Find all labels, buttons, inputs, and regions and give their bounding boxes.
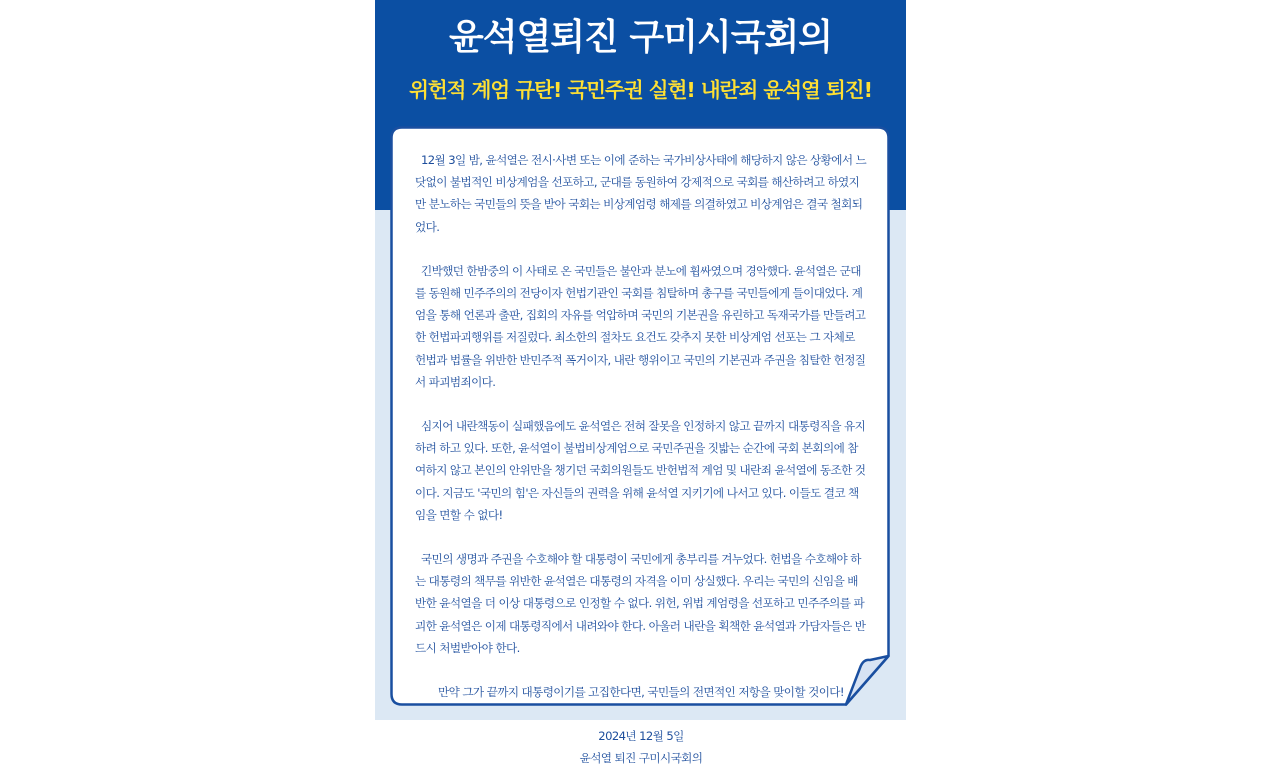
poster-title: 윤석열퇴진 구미시국회의 xyxy=(448,17,833,58)
statement-paragraph-2: 긴박했던 한밤중의 이 사태로 온 국민들은 불안과 분노에 휩싸였으며 경악했다. 윤석열은 군대를 동원해 민주주의의 전당이자 헌법기관인 국회를 침탈하며 총구를 국민들에게 들이대었다. 계엄을 통해 언론과 출판, 집회의 자유를 억압하며 국민의 기본권을 유린하고 독재국가를 만들려고 한 헌법파괴행위를 저질렀다. 최소한의 절차도 요건도 갖추지 못한 비상계엄 선포는 그 자체로 헌법과 법률을 위반한 반민주적 폭거이자, 내란 행위이고 국민의 기본권과 주권을 침탈한 헌정질서 파괴범죄이다. xyxy=(415,263,866,389)
statement-paragraph-4: 국민의 생명과 주권을 수호해야 할 대통령이 국민에게 총부리를 겨누었다. 헌법을 수호해야 하는 대통령의 책무를 위반한 윤석열은 대통령의 자격을 이미 상실했다. 우리는 국민의 신임을 배반한 윤석열을 더 이상 대통령으로 인정할 수 없다. 위헌, 위법 계엄령을 선포하고 민주주의를 파괴한 윤석열은 이제 대통령직에서 내려와야 한다. 아울러 내란을 획책한 윤석열과 가담자들은 반드시 처벌받아야 한다. xyxy=(415,552,866,655)
statement-paragraph-3: 심지어 내란책동이 실패했음에도 윤석열은 전혀 잘못을 인정하지 않고 끝까지 대통령직을 유지하려 하고 있다. 또한, 윤석열이 불법비상계엄으로 국민주권을 짓밟는 순간에 국회 본회의에 참여하지 않고 본인의 안위만을 챙기던 국회의원들도 반헌법적 계엄 및 내란죄 윤석열에 동조한 것이다. 지금도 '국민의 힘'은 자신들의 권력을 위해 윤석열 지키기에 나서고 있다. 이들도 결코 책임을 면할 수 없다! xyxy=(415,419,866,522)
statement-poster xyxy=(375,0,906,766)
statement-signature: 윤석열 퇴진 구미시국회의 xyxy=(579,751,703,766)
statement-closing: 만약 그가 끝까지 대통령이기를 고집한다면, 국민들의 전면적인 저항을 맞이할 것이다! xyxy=(438,685,844,700)
statement-card xyxy=(390,126,890,766)
statement-paragraph-1: 12월 3일 밤, 윤석열은 전시·사변 또는 이에 준하는 국가비상사태에 해당하지 않은 상황에서 느닷없이 불법적인 비상계엄을 선포하고, 군대를 동원하여 강제적으로 국회를 해산하려고 하였지만 분노하는 국민들의 뜻을 받아 국회는 비상계엄령 해제를 의결하였고 비상계엄은 결국 철회되었다. xyxy=(415,153,867,234)
poster-subtitle: 위헌적 계엄 규탄! 국민주권 실현! 내란죄 윤석열 퇴진! xyxy=(409,78,872,102)
statement-body xyxy=(415,149,867,770)
statement-date: 2024년 12월 5일 xyxy=(598,729,684,744)
